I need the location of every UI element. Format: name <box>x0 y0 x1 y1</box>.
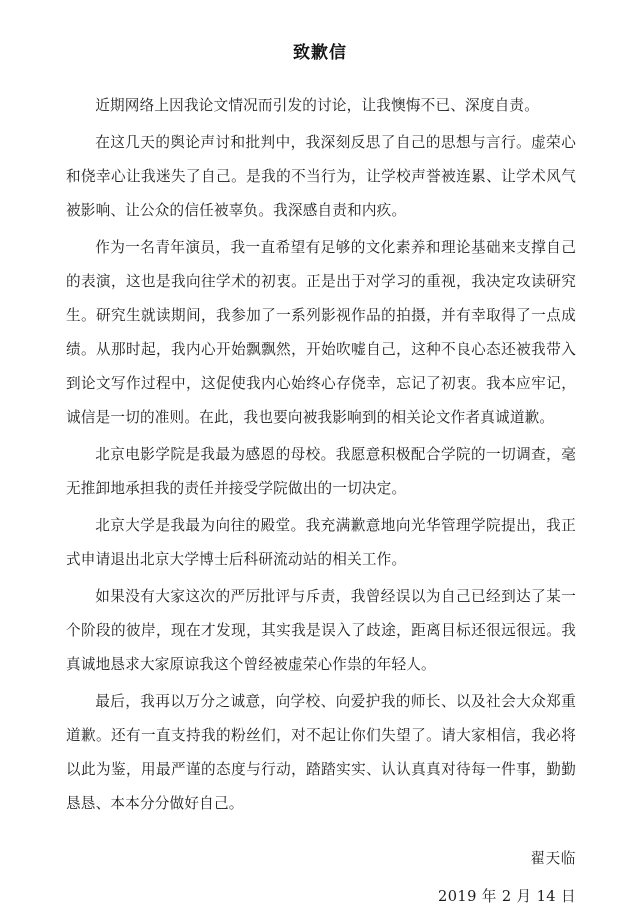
paragraph: 在这几天的舆论声讨和批判中，我深刻反思了自己的思想与言行。虚荣心和侥幸心让我迷失了自己。是我的不当行为，让学校声誉被连累、让学术风气被影响、让公众的信任被辜负。我深感自责和内疚。 <box>66 134 576 219</box>
paragraph: 作为一名青年演员，我一直希望有足够的文化素养和理论基础来支撑自己的表演，这也是我向往学术的初衷。正是出于对学习的重视，我决定攻读研究生。研究生就读期间，我参加了一系列影视作品的拍摄，并有幸取得了一点成绩。从那时起，我内心开始飘飘然，开始吹嘘自己，这种不良心态还被我带入到论文写作过程中，这促使我内心始终心存侥幸，忘记了初衷。我本应牢记，诚信是一切的准则。在此，我也要向被我影响到的相关论文作者真诚道歉。 <box>66 239 576 426</box>
signature-name: 翟天临 <box>530 850 576 867</box>
document-body <box>0 89 640 821</box>
signature-date: 2019 年 2 月 14 日 <box>438 888 576 905</box>
paragraph: 近期网络上因我论文情况而引发的讨论，让我懊悔不已、深度自责。 <box>95 97 540 114</box>
signature-block <box>0 842 640 914</box>
paragraph: 如果没有大家这次的严厉批评与斥责，我曾经误以为自己已经到达了某一个阶段的彼岸，现在才发现，其实我是误入了歧途，距离目标还很远很远。我真诚地恳求大家原谅我这个曾经被虚荣心作祟的年轻人。 <box>66 588 576 673</box>
paragraph: 北京电影学院是我最为感恩的母校。我愿意积极配合学院的一切调查，毫无推卸地承担我的责任并接受学院做出的一切决定。 <box>66 446 576 497</box>
paragraph: 最后，我再以万分之诚意，向学校、向爱护我的师长、以及社会大众郑重道歉。还有一直支持我的粉丝们，对不起让你们失望了。请大家相信，我必将以此为鉴，用最严谨的态度与行动，踏踏实实、认认真真对待每一件事，勤勤恳恳、本本分分做好自己。 <box>66 693 576 812</box>
page-title: 致歉信 <box>293 43 347 63</box>
paragraph: 北京大学是我最为向往的殿堂。我充满歉意地向光华管理学院提出，我正式申请退出北京大学博士后科研流动站的相关工作。 <box>66 517 576 568</box>
